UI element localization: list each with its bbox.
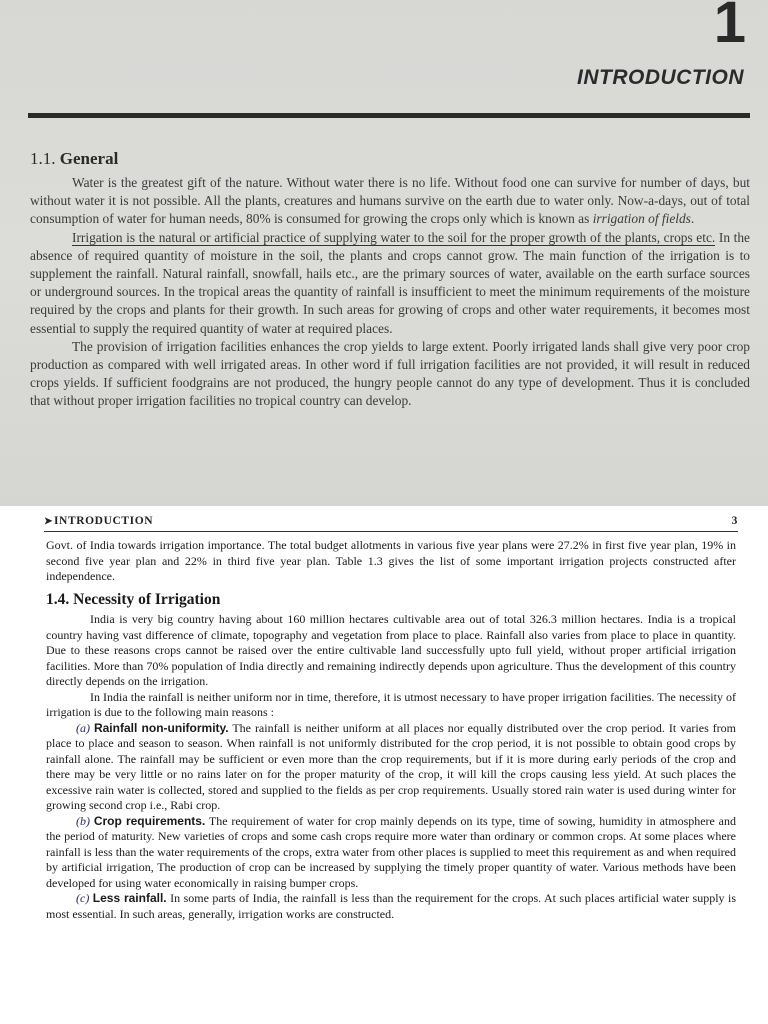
chapter-rule <box>28 113 750 118</box>
paragraph: India is very big country having about 160 million hectares cultivable area out of total 326.3 million hectares. India is a tropical country having vast difference of climate, topography and vegetation from place to place. Rainfall also varies from place to place in quantity. Due to these reasons crops cannot be raised over the entire cultivable land successfully upto full yield, without proper artificial irrigation facilities. More than 70% population of India directly and remaining indirectly depends upon agriculture. Thus the development of this country directly depends on the irrigation. <box>46 612 736 688</box>
page-number: 3 <box>731 515 738 527</box>
arrow-icon: ➤ <box>44 516 53 527</box>
paragraph-text: Water is the greatest gift of the nature. Without water there is no life. Without food one can survive for number of days, but without water it is not possible. All the plants, creatures and humans survive on the earth due to water only. Now-a-days, out of total consumption of water for human needs, 80% is consumed for growing the crops only which is known as <box>30 175 750 227</box>
point-marker: (a) <box>76 720 90 735</box>
list-item <box>46 721 736 814</box>
list-item <box>46 891 736 922</box>
point-heading: Rainfall non-uniformity. <box>93 720 229 735</box>
general-section-body <box>30 174 750 411</box>
section-heading-necessity <box>46 592 736 608</box>
running-head <box>44 515 738 531</box>
chapter-number: 1 <box>713 0 746 55</box>
chapter-title: INTRODUCTION <box>577 66 744 89</box>
point-heading: Crop requirements. <box>93 813 206 828</box>
paragraph <box>30 174 750 229</box>
point-heading: Less rainfall. <box>92 891 167 905</box>
point-text: The requirement of water for crop mainly depends on its type, time of sowing, humidity in atmosphere and the period of maturity. New varieties of crops and some cash crops require more water than ordinary or common crops. At some places where rainfall is less than the water requirements of the crops, extra water from other places is supplied to meet this requirement as and when required by artificial irrigation, The production of crop can be increased by supplying the timely proper quantity of water. Various methods have been developed for using water economically in raising bumper crops. <box>46 813 737 890</box>
emphasis-text: irrigation of fields <box>592 211 691 227</box>
section-title: General <box>59 149 119 168</box>
paragraph-text: . <box>690 211 695 227</box>
running-head-rule <box>44 531 738 532</box>
paragraph-text: In the absence of required quantity of moisture in the soil, the plants and crops cannot grow. The main function of the irrigation is to supplement the rainfall. Natural rainfall, snowfall, hails etc., are the primary sources of water, available on the earth surface sources or underground sources. In the tropical areas the quantity of rainfall is insufficient to meet the minimum requirements of the moisture required by the crops and plants for their growth. In such areas for growing of crops and other water requirements, it becomes most essential to supply the required quantity of water at required places. <box>30 229 750 336</box>
list-item <box>46 814 736 892</box>
section-number: 1.1. <box>30 149 56 168</box>
section-title: Necessity of Irrigation <box>73 590 221 608</box>
section-number: 1.4. <box>46 590 70 608</box>
necessity-section-body <box>46 538 736 922</box>
point-text: The rainfall is neither uniform at all places nor equally distributed over the crop period. It varies from place to place and season to season. When rainfall is not uniformly distributed for the crop period, it is not possible to obtain good crops by rainfall alone. The rainfall may be sufficient or even more than the crop requirements, but if it is more during early periods of the crop and there may be very little or no rains later on for the proper maturity of the crop, it will kill the crops causing less yield. At such places the excessive rain water is collected, stored and supplied to the fields as per crop requirements. Usually stored rain water is used during winter for growing second crop i.e., Rabi crop. <box>46 720 736 812</box>
paragraph: In India the rainfall is neither uniform nor in time, therefore, it is utmost necessary to have proper irrigation facilities. The necessity of irrigation is due to the following main reasons : <box>46 689 736 719</box>
point-text: In some parts of India, the rainfall is less than the requirement for the crops. At such places artificial water supply is most essential. In such areas, generally, irrigation works are constructed. <box>46 891 737 921</box>
section-heading-general <box>30 149 118 169</box>
upper-page <box>0 0 768 508</box>
paragraph: Govt. of India towards irrigation importance. The total budget allotments in various five year plans were 27.2% in first five year plan, 19% in second five year plan and 22% in third five year plan. Table 1.3 gives the list of some important irrigation projects constructed after independence. <box>46 538 736 583</box>
lower-page <box>0 510 768 1024</box>
point-marker: (c) <box>76 891 90 905</box>
paragraph <box>30 229 750 338</box>
underlined-text: Irrigation is the natural or artificial practice of supplying water to the soil for the proper growth of the plants, crops etc. <box>72 229 716 245</box>
paragraph: The provision of irrigation facilities enhances the crop yields to large extent. Poorly irrigated lands shall give very poor crop production as compared with well irrigated areas. In other word if full irrigation facilities are not provided, it will result in reduced crops yields. If sufficient foodgrains are not produced, the hungry people cannot do any type of development. Thus it is concluded that without proper irrigation facilities no tropical country can develop. <box>30 338 750 409</box>
running-head-title: INTRODUCTION <box>53 515 154 527</box>
point-marker: (b) <box>76 813 90 828</box>
